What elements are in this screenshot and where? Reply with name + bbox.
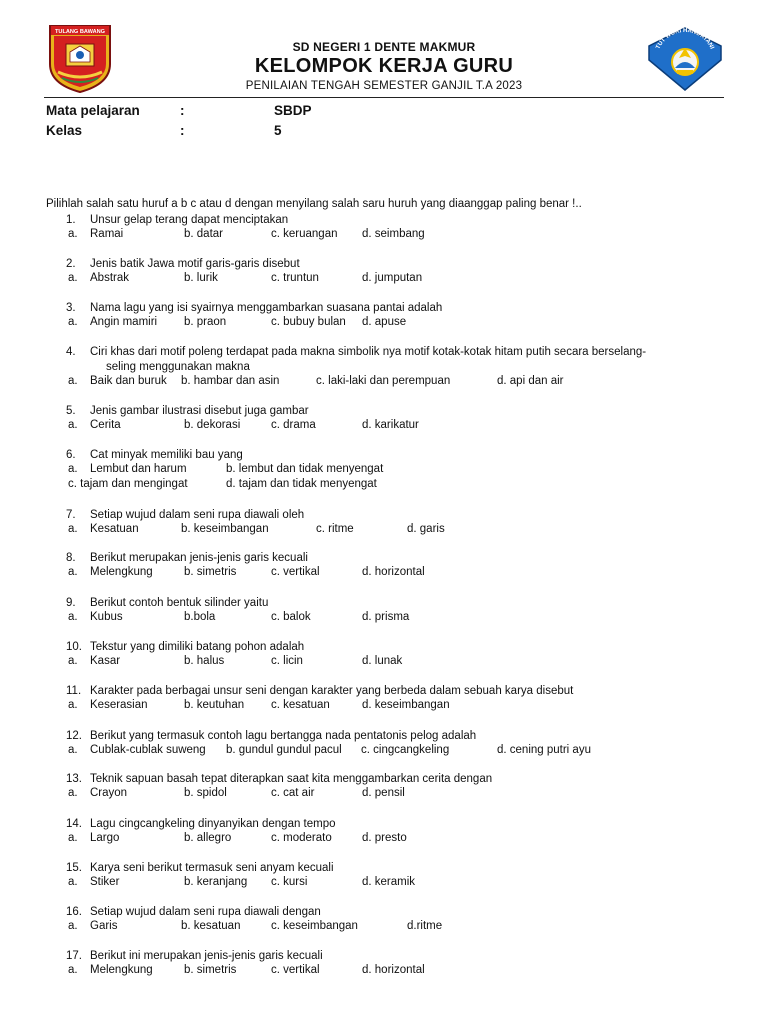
answer-option: c. laki-laki dan perempuan bbox=[316, 375, 451, 387]
option-letter: a. bbox=[68, 744, 78, 756]
question-number: 4. bbox=[66, 346, 76, 358]
option-letter: a. bbox=[68, 920, 78, 932]
class-value: 5 bbox=[274, 123, 282, 138]
answer-option: c. vertikal bbox=[271, 964, 320, 976]
answer-option: Melengkung bbox=[90, 964, 153, 976]
answer-option: b. dekorasi bbox=[184, 419, 241, 431]
answer-option: c. tajam dan mengingat bbox=[68, 478, 188, 490]
question-number: 17. bbox=[66, 950, 82, 962]
option-letter: a. bbox=[68, 655, 78, 667]
answer-option: c. licin bbox=[271, 655, 303, 667]
question-number: 3. bbox=[66, 302, 76, 314]
option-letter: a. bbox=[68, 375, 78, 387]
option-letter: a. bbox=[68, 699, 78, 711]
question-number: 5. bbox=[66, 405, 76, 417]
question-text: Karya seni berikut termasuk seni anyam kecuali bbox=[90, 862, 334, 874]
answer-option: d. garis bbox=[407, 523, 445, 535]
answer-option: b. datar bbox=[184, 228, 223, 240]
question-text: Berikut yang termasuk contoh lagu bertangga nada pentatonis pelog adalah bbox=[90, 730, 477, 742]
answer-option: Largo bbox=[90, 832, 120, 844]
question-number: 2. bbox=[66, 258, 76, 270]
question-text: Ciri khas dari motif poleng terdapat pada makna simbolik nya motif kotak-kotak hitam putih secara berselang- bbox=[90, 346, 647, 358]
answer-option: Stiker bbox=[90, 876, 120, 888]
answer-option: d. seimbang bbox=[362, 228, 425, 240]
answer-option: d. apuse bbox=[362, 316, 407, 328]
question-text: Berikut merupakan jenis-jenis garis kecuali bbox=[90, 552, 308, 564]
option-letter: a. bbox=[68, 611, 78, 623]
question-text: Jenis batik Jawa motif garis-garis disebut bbox=[90, 258, 300, 270]
answer-option: d. tajam dan tidak menyengat bbox=[226, 478, 377, 490]
answer-option: b. lembut dan tidak menyengat bbox=[226, 463, 384, 475]
left-logo-text: TULANG BAWANG bbox=[54, 29, 106, 35]
answer-option: Kubus bbox=[90, 611, 123, 623]
option-letter: a. bbox=[68, 566, 78, 578]
answer-option: Angin mamiri bbox=[90, 316, 158, 328]
school-name: SD NEGERI 1 DENTE MAKMUR bbox=[292, 40, 476, 54]
instruction: Pilihlah salah satu huruf a b c atau d dengan menyilang salah saru huruh yang diaanggap paling benar !.. bbox=[46, 198, 582, 210]
answer-option: Lembut dan harum bbox=[90, 463, 187, 475]
question-number: 7. bbox=[66, 509, 76, 521]
answer-option: Abstrak bbox=[90, 272, 129, 284]
question-number: 15. bbox=[66, 862, 82, 874]
answer-option: Kasar bbox=[90, 655, 121, 667]
option-letter: a. bbox=[68, 419, 78, 431]
answer-option: d. api dan air bbox=[497, 375, 564, 387]
answer-option: d. presto bbox=[362, 832, 407, 844]
option-letter: a. bbox=[68, 787, 78, 799]
question-number: 16. bbox=[66, 906, 82, 918]
answer-option: Baik dan buruk bbox=[90, 375, 167, 387]
group-title: KELOMPOK KERJA GURU bbox=[254, 55, 514, 77]
answer-option: b. hambar dan asin bbox=[181, 375, 280, 387]
question-number: 14. bbox=[66, 818, 82, 830]
question-text: Karakter pada berbagai unsur seni dengan karakter yang berbeda dalam sebuah karya disebut bbox=[90, 685, 574, 697]
answer-option: d. keramik bbox=[362, 876, 416, 888]
subject-label: Mata pelajaran bbox=[46, 103, 140, 118]
question-text-continued: seling menggunakan makna bbox=[106, 361, 250, 373]
question-number: 6. bbox=[66, 449, 76, 461]
question-text: Setiap wujud dalam seni rupa diawali dengan bbox=[90, 906, 321, 918]
option-letter: a. bbox=[68, 964, 78, 976]
question-text: Unsur gelap terang dapat menciptakan bbox=[90, 214, 289, 226]
answer-option: Ramai bbox=[90, 228, 124, 240]
answer-option: c. kesatuan bbox=[271, 699, 330, 711]
question-text: Berikut contoh bentuk silinder yaitu bbox=[90, 597, 269, 609]
question-number: 12. bbox=[66, 730, 82, 742]
question-text: Tekstur yang dimiliki batang pohon adalah bbox=[90, 641, 305, 653]
answer-option: b. keranjang bbox=[184, 876, 248, 888]
answer-option: b. kesatuan bbox=[181, 920, 241, 932]
answer-option: c. cingcangkeling bbox=[361, 744, 450, 756]
answer-option: d. prisma bbox=[362, 611, 410, 623]
answer-option: d. lunak bbox=[362, 655, 403, 667]
answer-option: c. keseimbangan bbox=[271, 920, 358, 932]
header-divider bbox=[44, 97, 724, 98]
answer-option: c. bubuy bulan bbox=[271, 316, 346, 328]
answer-option: c. keruangan bbox=[271, 228, 338, 240]
answer-option: c. truntun bbox=[271, 272, 319, 284]
answer-option: c. cat air bbox=[271, 787, 315, 799]
option-letter: a. bbox=[68, 228, 78, 240]
answer-option: b.bola bbox=[184, 611, 216, 623]
question-text: Setiap wujud dalam seni rupa diawali oleh bbox=[90, 509, 305, 521]
answer-option: b. simetris bbox=[184, 566, 237, 578]
answer-option: b. allegro bbox=[184, 832, 232, 844]
question-number: 8. bbox=[66, 552, 76, 564]
answer-option: b. keseimbangan bbox=[181, 523, 269, 535]
subject-value: SBDP bbox=[274, 103, 312, 118]
answer-option: b. spidol bbox=[184, 787, 227, 799]
answer-option: d. keseimbangan bbox=[362, 699, 450, 711]
answer-option: c. vertikal bbox=[271, 566, 320, 578]
answer-option: b. lurik bbox=[184, 272, 218, 284]
answer-option: Keserasian bbox=[90, 699, 148, 711]
answer-option: Cublak-cublak suweng bbox=[90, 744, 206, 756]
answer-option: c. drama bbox=[271, 419, 316, 431]
question-text: Teknik sapuan basah tepat diterapkan saat kita menggambarkan cerita dengan bbox=[90, 773, 493, 785]
answer-option: d. pensil bbox=[362, 787, 405, 799]
answer-option: b. halus bbox=[184, 655, 225, 667]
class-label: Kelas bbox=[46, 123, 83, 138]
question-text: Jenis gambar ilustrasi disebut juga gambar bbox=[90, 405, 309, 417]
answer-option: b. praon bbox=[184, 316, 227, 328]
answer-option: d. horizontal bbox=[362, 964, 425, 976]
answer-option: b. keutuhan bbox=[184, 699, 245, 711]
option-letter: a. bbox=[68, 523, 78, 535]
answer-option: d. jumputan bbox=[362, 272, 423, 284]
question-text: Berikut ini merupakan jenis-jenis garis kecuali bbox=[90, 950, 323, 962]
answer-option: Melengkung bbox=[90, 566, 153, 578]
option-letter: a. bbox=[68, 832, 78, 844]
exam-title: PENILAIAN TENGAH SEMESTER GANJIL T.A 2023 bbox=[245, 80, 523, 92]
answer-option: b. simetris bbox=[184, 964, 237, 976]
question-number: 9. bbox=[66, 597, 76, 609]
answer-option: Crayon bbox=[90, 787, 128, 799]
answer-option: d.ritme bbox=[407, 920, 443, 932]
answer-option: c. moderato bbox=[271, 832, 332, 844]
right-logo-text: TUT WURI HANDAYANI bbox=[655, 27, 715, 51]
question-number: 11. bbox=[66, 685, 82, 697]
answer-option: Garis bbox=[90, 920, 118, 932]
class-colon: : bbox=[180, 123, 185, 138]
subject-colon: : bbox=[180, 103, 185, 118]
answer-option: c. balok bbox=[271, 611, 311, 623]
answer-option: Cerita bbox=[90, 419, 121, 431]
answer-option: d. horizontal bbox=[362, 566, 425, 578]
answer-option: c. kursi bbox=[271, 876, 308, 888]
option-letter: a. bbox=[68, 316, 78, 328]
answer-option: d. cening putri ayu bbox=[497, 744, 591, 756]
question-number: 10. bbox=[66, 641, 82, 653]
question-text: Nama lagu yang isi syairnya menggambarkan suasana pantai adalah bbox=[90, 302, 443, 314]
answer-option: d. karikatur bbox=[362, 419, 419, 431]
question-number: 13. bbox=[66, 773, 82, 785]
answer-option: Kesatuan bbox=[90, 523, 139, 535]
option-letter: a. bbox=[68, 876, 78, 888]
question-number: 1. bbox=[66, 214, 76, 226]
answer-option: c. ritme bbox=[316, 523, 354, 535]
question-text: Cat minyak memiliki bau yang bbox=[90, 449, 243, 461]
answer-option: b. gundul gundul pacul bbox=[226, 744, 342, 756]
question-text: Lagu cingcangkeling dinyanyikan dengan tempo bbox=[90, 818, 336, 830]
option-letter: a. bbox=[68, 272, 78, 284]
option-letter: a. bbox=[68, 463, 78, 475]
